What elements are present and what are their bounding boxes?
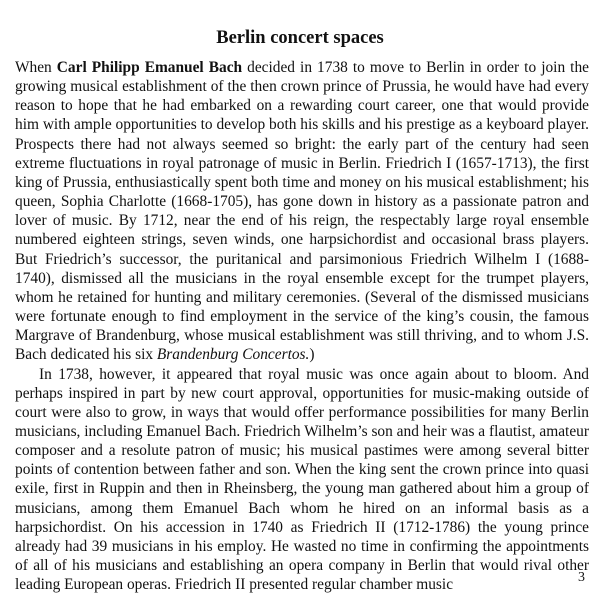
- paragraph-1-lead: When: [15, 59, 57, 76]
- paragraph-1: [15, 58, 589, 365]
- composer-name: Carl Philipp Emanuel Bach: [56, 59, 243, 76]
- paragraph-1-text: decided in 1738 to move to Berlin in order to join the growing musical establishment of the then crown prince of Prussia, he would have had every reason to hope that he had embarked on a rewarding court career, one that would provide him with ample opportunities to develop both his skills and his prestige as a keyboard player. Prospects there had not always seemed so bright: the early part of the century had seen extreme fluctuations in royal patronage of music in Berlin. Friedrich I (1657-1713), the first king of Prussia, enthusiastically spent both time and money on his musical establishment; his queen, Sophia Charlotte (1668-1705), has gone down in history as a passionate patron and lover of music. By 1712, near the end of his reign, the respectably large royal ensemble numbered eighteen strings, seven winds, one harpsichordist and occasional brass players. But Friedrich’s successor, the puritanical and parsimonious Friedrich Wilhelm I (1688-1740), dismissed all the musicians in the royal ensemble except for the trumpet players, whom he retained for hunting and military ceremonies. (Several of the dismissed musicians were fortunate enough to find employment in the service of the king’s cousin, the famous Margrave of Brandenburg, whose musical establishment was still thriving, and to whom J.S. Bach dedicated his six: [15, 59, 589, 364]
- work-title: Brandenburg Concertos.: [156, 346, 310, 364]
- paragraph-2: [15, 365, 589, 595]
- body-text: [15, 58, 589, 594]
- page-title: Berlin concert spaces: [216, 28, 384, 48]
- paragraph-1-closing: ): [309, 346, 315, 364]
- page-number: 3: [578, 570, 585, 585]
- paragraph-2-text: In 1738, however, it appeared that royal music was once again about to bloom. And perhaps inspired in part by new court approval, opportunities for music-making outside of court were also to grow, in ways that would offer performance possibilities for many Berlin musicians, including Emanuel Bach. Friedrich Wilhelm’s son and heir was a flautist, amateur composer and a resolute patron of music; his musical pastimes were among several bitter points of contention between father and son. When the king sent the crown prince into quasi exile, first in Ruppin and then in Rheinsberg, the young man gathered about him a group of musicians, among them Emanuel Bach whom he hired on an informal basis as a harpsichordist. On his accession in 1740 as Friedrich II (1712-1786) the young prince already had 39 musicians in his employ. He wasted no time in confirming the appointments of all of his musicians and establishing an opera company in Berlin that would rival other leading European operas. Friedrich II presented regular chamber music: [15, 365, 589, 594]
